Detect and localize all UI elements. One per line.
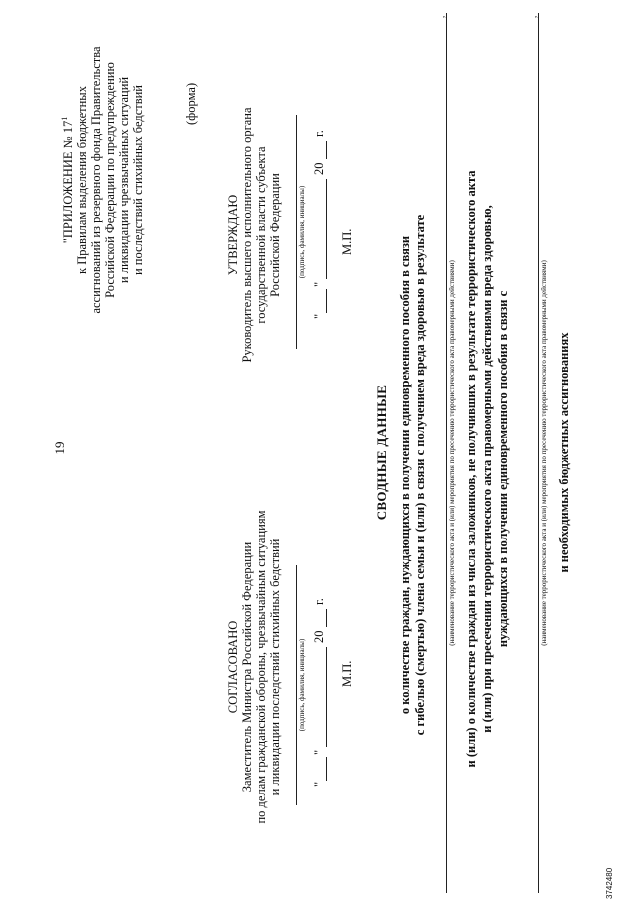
agreed-year-suffix: г. — [312, 598, 326, 605]
approved-stamp-label: М.П. — [340, 228, 354, 255]
body-2-line-3: нуждающихся в получении единовременного пособия в связи с — [496, 290, 510, 648]
approved-year-field[interactable] — [326, 141, 327, 159]
appendix-line-3: ассигнований из резервного фонда Правительства — [89, 46, 104, 314]
agreed-quote-close: " — [312, 749, 326, 755]
fill-line-1[interactable] — [446, 13, 447, 893]
agreed-line-1: Заместитель Министра Российской Федерации — [240, 541, 254, 793]
body-closing-line: и необходимых бюджетных ассигнованиях — [557, 332, 571, 573]
approved-block — [226, 65, 282, 405]
agreed-line-3: и ликвидации последствий стихийных бедствий — [268, 538, 282, 796]
appendix-header — [58, 15, 145, 345]
appendix-line-4: Российской Федерации по предупреждению — [103, 62, 118, 298]
approved-day-field[interactable] — [326, 289, 327, 313]
agreed-signature-line[interactable] — [296, 565, 297, 805]
agreed-title: СОГЛАСОВАНО — [226, 620, 240, 714]
fill-line-2[interactable] — [538, 13, 539, 893]
body-2-line-2: и (или) при пресечении террористического акта правомерными действиями вреда здоровью, — [480, 205, 494, 733]
approved-line-1: Руководитель высшего исполнительного органа — [240, 107, 254, 363]
fill-caption-2: (наименование террористического акта и (или) мероприятия по пресечению террористического акта правомерными действиями) — [540, 260, 548, 646]
body-2-line-1: и (или) о количестве граждан из числа заложников, не получивших в результате террористического акта — [464, 170, 478, 768]
appendix-line-5: и ликвидации чрезвычайных ситуаций — [117, 76, 132, 284]
approved-year-suffix: г. — [312, 130, 326, 137]
document-code: 3742480 — [605, 867, 614, 899]
body-1-line-2: с гибелью (смертью) члена семьи и (или) в связи с получением вреда здоровью в результате — [413, 214, 427, 736]
agreed-signature-caption: (подпись, фамилия, инициалы) — [298, 638, 306, 732]
rotated-content: 19 "ПРИЛОЖЕНИЕ № $17^1$ к Правилам выделения бюджетных ассигнований из резервного фонда Правительства Российской Федерации по предупреждению и ликвидации чрезвычайных ситуаций и последствий стихийных бедствий (форма) СОГЛАСОВАНО Заместитель Министра Российской Федерации по делам гражданской обороны, чрезвычайным ситуациям и ликвидации последствий стихийных бедствий (подпись, фамилия, инициалы) " " 20 г. М.П. УТВЕРЖДАЮ Руководитель высшего исполнительного органа государственной власти субъекта Российской Федерации (подпись, фамилия, инициалы) " " 20 г. М.П. СВОДНЫЕ ДАННЫЕ о количестве граждан, нуждающихся в получении единовременного пособия в связи с гибелью (смертью) члена семьи и (или) в связи с получением вреда здоровью в результате , (наименование террористического акта и (или) мероприятия по пресечению террористического акта правомерными действиями) и (или) о количестве граждан из числа заложников, не получивших в результате террористического акта и (или) при пресечении террористического акта правомерными действиями вреда здоровью, нуждающихся в получении единовременного пособия в связи с , (наименование террористического акта и (или) мероприятия по пресечению террористического акта правомерными действиями) и необходимых бюджетных ассигнованиях 3742480 — [0, 0, 640, 905]
appendix-line-6: и последствий стихийных бедствий — [131, 84, 146, 276]
agreed-month-field[interactable] — [326, 647, 327, 747]
approved-year-prefix: 20 — [312, 162, 326, 175]
agreed-day-field[interactable] — [326, 757, 327, 781]
approved-signature-line[interactable] — [296, 115, 297, 349]
agreed-quote-open: " — [312, 781, 326, 787]
agreed-year-prefix: 20 — [312, 630, 326, 643]
agreed-line-2: по делам гражданской обороны, чрезвычайным ситуациям — [254, 510, 268, 824]
approved-month-field[interactable] — [326, 179, 327, 279]
approved-line-2: государственной власти субъекта — [254, 146, 268, 324]
body-1-line-1: о количестве граждан, нуждающихся в получении единовременного пособия в связи — [398, 235, 412, 715]
form-label: (форма) — [184, 82, 198, 125]
approved-quote-close: " — [312, 281, 326, 287]
main-title: СВОДНЫЕ ДАННЫЕ — [374, 384, 389, 521]
appendix-line-2: к Правилам выделения бюджетных — [75, 86, 90, 274]
body-paragraph-2 — [463, 129, 511, 809]
fill-caption-1: (наименование террористического акта и (или) мероприятия по пресечению террористического акта правомерными действиями) — [448, 260, 456, 646]
approved-title: УТВЕРЖДАЮ — [226, 194, 240, 276]
approved-signature-caption: (подпись, фамилия, инициалы) — [298, 185, 306, 279]
appendix-superscript: 1 — [60, 116, 69, 121]
agreed-block — [226, 487, 282, 847]
page-number: 19 — [52, 441, 67, 455]
agreed-stamp-label: М.П. — [340, 660, 354, 687]
appendix-title: "ПРИЛОЖЕНИЕ № 17 — [61, 120, 76, 244]
body-paragraph-1 — [398, 145, 428, 805]
approved-quote-open: " — [312, 313, 326, 319]
agreed-year-field[interactable] — [326, 609, 327, 627]
approved-line-3: Российской Федерации — [268, 173, 282, 297]
